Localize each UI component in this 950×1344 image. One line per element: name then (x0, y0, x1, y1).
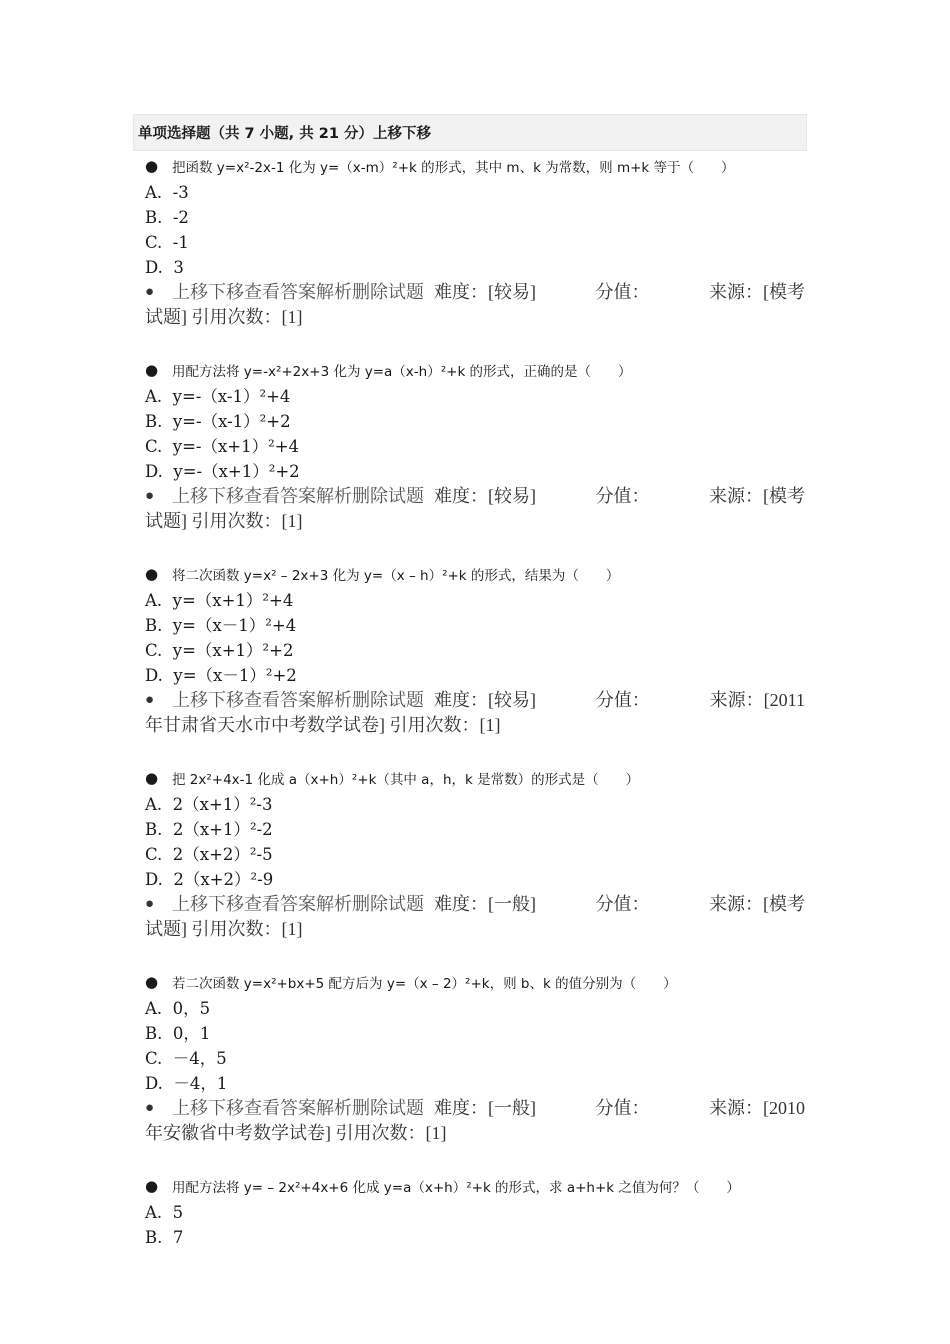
bullet-icon: ● (145, 284, 155, 300)
source-rest: 试题] (145, 511, 187, 531)
citations: 引用次数：[1] (389, 715, 501, 735)
citations: 引用次数：[1] (191, 307, 303, 327)
difficulty: 难度：[一般] (434, 1098, 536, 1118)
question-actions[interactable]: 上移下移查看答案解析删除试题 (172, 1098, 424, 1118)
option-b: B. y=-（x-1）²+2 (145, 412, 291, 431)
source: 来源：[2011 (709, 690, 805, 710)
source-rest: 年甘肃省天水市中考数学试卷] (145, 715, 385, 735)
source: 来源：[模考 (709, 486, 805, 506)
question-stem: 用配方法将 y=-x²+2x+3 化为 y=a（x-h）²+k 的形式，正确的是（ ） (172, 364, 632, 380)
bullet-icon: ● (145, 769, 159, 787)
option-b: B. 0，1 (145, 1024, 211, 1043)
source: 来源：[模考 (709, 894, 805, 914)
question-item (145, 560, 805, 738)
source-rest: 试题] (145, 307, 187, 327)
section-title: 单项选择题（共 7 小题, 共 21 分） (138, 126, 374, 142)
bullet-icon: ● (145, 896, 155, 912)
score: 分值： (595, 1098, 650, 1118)
score: 分值： (595, 690, 650, 710)
difficulty: 难度：[较易] (434, 282, 536, 302)
score: 分值： (595, 486, 650, 506)
option-d: D. －4，1 (145, 1074, 228, 1093)
question-item (145, 968, 805, 1146)
question-meta (145, 280, 805, 330)
option-b: B. 7 (145, 1228, 184, 1247)
bullet-icon: ● (145, 1100, 155, 1116)
question-meta (145, 1096, 805, 1146)
option-a: A. -3 (145, 183, 189, 202)
option-a: A. 5 (145, 1203, 184, 1222)
question-item (145, 1172, 805, 1250)
question-actions[interactable]: 上移下移查看答案解析删除试题 (172, 690, 424, 710)
question-meta (145, 688, 805, 738)
option-b: B. 2（x+1）²-2 (145, 820, 273, 839)
option-c: C. －4，5 (145, 1049, 227, 1068)
option-d: D. y=-（x+1）²+2 (145, 462, 300, 481)
bullet-icon: ● (145, 488, 155, 504)
source-rest: 试题] (145, 919, 187, 939)
question-actions[interactable]: 上移下移查看答案解析删除试题 (172, 282, 424, 302)
question-meta (145, 892, 805, 942)
question-list (145, 152, 805, 1276)
question-stem: 若二次函数 y=x²+bx+5 配方后为 y=（x – 2）²+k，则 b、k 的值分别为（ ） (172, 976, 677, 992)
option-c: C. y=-（x+1）²+4 (145, 437, 300, 456)
option-b: B. -2 (145, 208, 189, 227)
question-stem: 将二次函数 y=x² – 2x+3 化为 y=（x – h）²+k 的形式，结果为（ ） (172, 568, 620, 584)
question-actions[interactable]: 上移下移查看答案解析删除试题 (172, 894, 424, 914)
question-item (145, 356, 805, 534)
source: 来源：[2010 (709, 1098, 805, 1118)
citations: 引用次数：[1] (191, 919, 303, 939)
question-meta (145, 484, 805, 534)
option-c: C. -1 (145, 233, 189, 252)
section-move-links[interactable]: 上移下移 (373, 126, 432, 142)
question-item (145, 764, 805, 942)
difficulty: 难度：[较易] (434, 486, 536, 506)
source-rest: 年安徽省中考数学试卷] (145, 1123, 331, 1143)
option-c: C. y=（x+1）²+2 (145, 641, 294, 660)
difficulty: 难度：[一般] (434, 894, 536, 914)
citations: 引用次数：[1] (335, 1123, 447, 1143)
question-actions[interactable]: 上移下移查看答案解析删除试题 (172, 486, 424, 506)
option-d: D. 3 (145, 258, 184, 277)
bullet-icon: ● (145, 1177, 159, 1195)
citations: 引用次数：[1] (191, 511, 303, 531)
option-b: B. y=（x－1）²+4 (145, 616, 297, 635)
score: 分值： (595, 282, 650, 302)
question-stem: 把 2x²+4x-1 化成 a（x+h）²+k（其中 a，h，k 是常数）的形式是（ ） (172, 772, 640, 788)
option-a: A. 0，5 (145, 999, 211, 1018)
bullet-icon: ● (145, 565, 159, 583)
option-a: A. 2（x+1）²-3 (145, 795, 273, 814)
question-item (145, 152, 805, 330)
option-c: C. 2（x+2）²-5 (145, 845, 273, 864)
option-a: A. y=（x+1）²+4 (145, 591, 294, 610)
question-stem: 把函数 y=x²-2x-1 化为 y=（x-m）²+k 的形式，其中 m、k 为常数，则 m+k 等于（ ） (172, 160, 735, 176)
bullet-icon: ● (145, 973, 159, 991)
option-d: D. 2（x+2）²-9 (145, 870, 274, 889)
source: 来源：[模考 (709, 282, 805, 302)
option-a: A. y=-（x-1）²+4 (145, 387, 291, 406)
bullet-icon: ● (145, 361, 159, 379)
bullet-icon: ● (145, 157, 159, 175)
option-d: D. y=（x－1）²+2 (145, 666, 297, 685)
section-header (133, 114, 807, 151)
score: 分值： (595, 894, 650, 914)
bullet-icon: ● (145, 692, 155, 708)
difficulty: 难度：[较易] (434, 690, 536, 710)
question-stem: 用配方法将 y= – 2x²+4x+6 化成 y=a（x+h）²+k 的形式，求 a+h+k 之值为何？（ ） (172, 1180, 740, 1196)
